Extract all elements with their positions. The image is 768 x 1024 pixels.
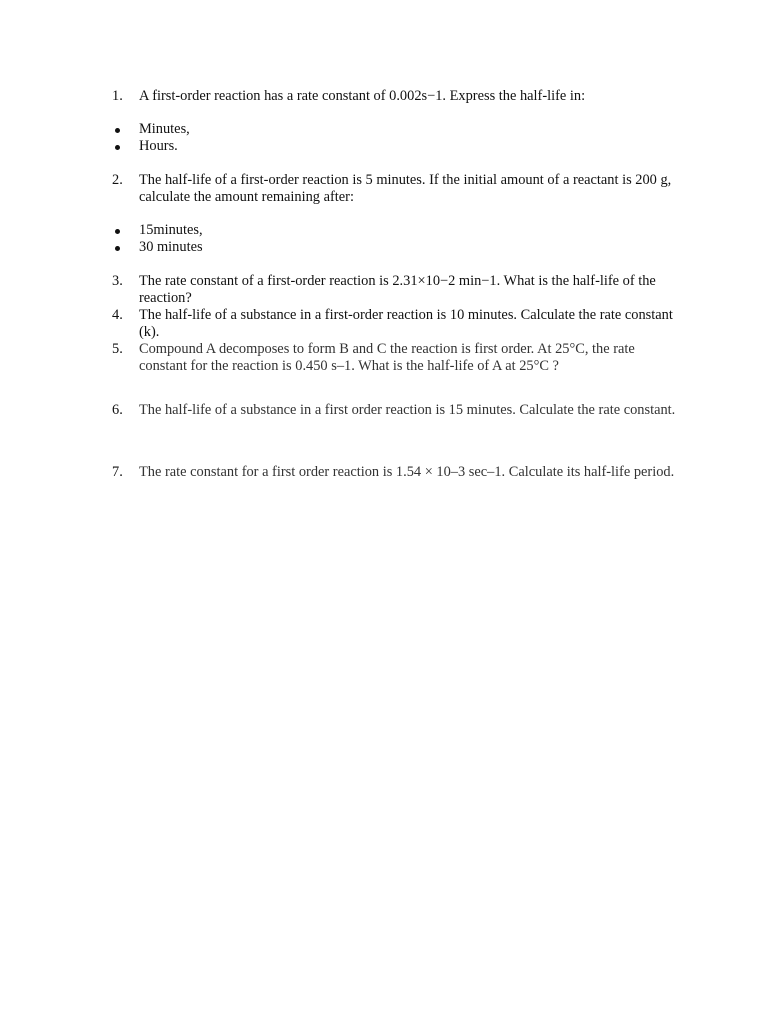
question-text: The half-life of a substance in a first order reaction is 15 minutes. Calculate the rate constant. — [139, 402, 676, 418]
question-number: 4. — [112, 307, 123, 323]
option-text: Hours. — [139, 138, 178, 154]
question-number: 6. — [112, 402, 123, 418]
question-text: The half-life of a substance in a first-order reaction is 10 minutes. Calculate the rate constant (k). — [139, 307, 673, 340]
list-item — [0, 121, 768, 138]
question-number: 1. — [112, 88, 123, 104]
question-text: The half-life of a first-order reaction is 5 minutes. If the initial amount of a reactant is 200 g, calculate the amount remaining after: — [139, 172, 672, 205]
bullet-icon — [115, 246, 120, 251]
bullet-icon — [115, 128, 120, 133]
question-number: 5. — [112, 341, 123, 357]
option-text: 30 minutes — [139, 239, 203, 255]
question-1-options — [0, 121, 768, 155]
question-text: Compound A decomposes to form B and C the reaction is first order. At 25°C, the rate constant for the reaction is 0.450 s–1. What is the half-life of A at 25°C ? — [139, 341, 635, 374]
bullet-icon — [115, 229, 120, 234]
question-text: A first-order reaction has a rate constant of 0.002s−1. Express the half-life in: — [139, 88, 586, 104]
bullet-icon — [115, 145, 120, 150]
question-number: 7. — [112, 464, 123, 480]
question-2-options — [0, 222, 768, 256]
question-text: The rate constant of a first-order reaction is 2.31×10−2 min−1. What is the half-life of the reaction? — [139, 273, 656, 306]
question-number: 3. — [112, 273, 123, 289]
list-item — [0, 138, 768, 155]
option-text: 15minutes, — [139, 222, 203, 238]
list-item — [0, 222, 768, 239]
question-text: The rate constant for a first order reaction is 1.54 × 10–3 sec–1. Calculate its half-life period. — [139, 464, 675, 480]
option-text: Minutes, — [139, 121, 190, 137]
list-item — [0, 239, 768, 256]
question-number: 2. — [112, 172, 123, 188]
